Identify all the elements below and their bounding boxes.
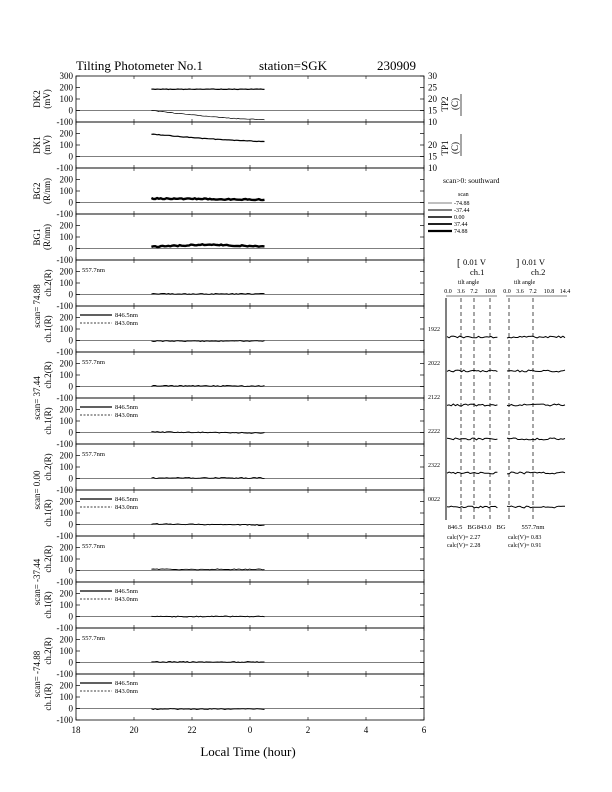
tilt-tick-ch2: 14.4 — [559, 289, 571, 295]
y-tick-label: 0 — [68, 611, 73, 622]
data-series-3 — [151, 198, 264, 200]
panel-ylabel: (R/nm) — [42, 224, 52, 250]
y-tick-label: 100 — [59, 600, 73, 610]
row-time-label: 2022 — [428, 361, 440, 367]
calc-label: calc(V)= 2.27 — [447, 535, 481, 541]
tilt-label: tilt angle — [514, 280, 536, 286]
right-tick-label: 20 — [428, 140, 437, 150]
legend-label: 843.0nm — [115, 688, 138, 695]
right-axis-label: TP2 — [440, 96, 450, 112]
data-series-7 — [151, 386, 264, 387]
y-tick-label: 0 — [68, 151, 73, 162]
panel-13 — [43, 674, 424, 725]
data-series-1 — [151, 110, 264, 119]
y-tick-label: 100 — [59, 554, 73, 564]
panel-frame — [76, 76, 424, 122]
y-tick-label: 0 — [68, 427, 73, 438]
y-tick-label: 0 — [68, 473, 73, 484]
x-axis — [72, 725, 427, 735]
scan-legend-label: 37.44 — [454, 222, 468, 228]
scan-legend-label: 74.88 — [454, 229, 468, 235]
panel-4 — [43, 260, 424, 311]
scan-label: scan= -74.88 — [32, 650, 42, 698]
y-tick-label: 0 — [68, 519, 73, 530]
tilt-tick-ch2: 0.0 — [503, 289, 511, 295]
y-tick-label: -100 — [56, 301, 73, 311]
scale-left-label: 0.01 V — [463, 257, 486, 267]
date-label: 230909 — [377, 58, 416, 73]
panel-ylabel: (mV) — [42, 89, 52, 109]
inset-bottom-label: 843.0 — [476, 524, 492, 531]
inset-bottom-label: BG — [496, 524, 506, 531]
panel-ylabel: ch.1(R) — [43, 683, 53, 711]
scale-bracket: [ — [457, 258, 461, 269]
y-tick-label: 0 — [68, 657, 73, 668]
y-tick-label: 200 — [59, 266, 73, 277]
right-axis-label: (C) — [450, 98, 460, 110]
y-tick-label: 100 — [59, 186, 73, 196]
x-tick-label: 0 — [247, 725, 253, 735]
station-label: station=SGK — [259, 58, 328, 73]
y-tick-label: 0 — [68, 565, 73, 576]
data-series-9 — [151, 478, 264, 479]
inset-trace-ch1 — [447, 472, 497, 474]
y-tick-label: -100 — [56, 209, 73, 219]
panel-ylabel: ch.2(R) — [43, 637, 53, 665]
y-tick-label: -100 — [56, 347, 73, 357]
right-tick-label: 15 — [428, 151, 437, 162]
panel-ylabel: ch.2(R) — [43, 453, 53, 481]
y-tick-label: 200 — [59, 680, 73, 691]
right-tick-label: 10 — [428, 117, 437, 127]
data-series-0 — [151, 89, 264, 90]
inset-bottom-label: BG — [467, 524, 477, 531]
tilt-tick-ch1: 0.0 — [444, 289, 452, 295]
y-tick-label: 100 — [59, 140, 73, 150]
x-tick-label: 22 — [187, 725, 197, 735]
row-time-label: 0022 — [428, 497, 440, 503]
y-tick-label: 100 — [59, 692, 73, 702]
y-tick-label: 100 — [59, 94, 73, 104]
y-tick-label: -100 — [56, 715, 73, 725]
tilt-tick-ch2: 3.6 — [516, 289, 524, 295]
right-tick-label: 15 — [428, 105, 437, 116]
data-series-2 — [151, 134, 264, 141]
tilt-inset — [428, 257, 570, 549]
x-tick-label: 2 — [305, 725, 311, 735]
panel-ylabel: DK1 — [32, 136, 42, 154]
panel-frame — [76, 536, 424, 582]
y-tick-label: 200 — [59, 588, 73, 599]
wavelength-label: 557.7nm — [82, 359, 105, 366]
scale-bracket: ] — [516, 258, 520, 269]
y-tick-label: 200 — [59, 82, 73, 93]
inset-trace-ch1 — [447, 506, 497, 508]
y-tick-label: 0 — [68, 197, 73, 208]
data-series-12 — [151, 616, 264, 617]
y-tick-label: 0 — [68, 289, 73, 300]
panel-ylabel: ch.2(R) — [43, 545, 53, 573]
scan-legend-label: 0.00 — [454, 215, 465, 221]
scale-right-label: 0.01 V — [522, 257, 545, 267]
scan-label: scan= 0.00 — [32, 470, 42, 510]
y-tick-label: 200 — [59, 450, 73, 461]
y-tick-label: 300 — [59, 71, 73, 81]
y-tick-label: -100 — [56, 163, 73, 173]
panel-7 — [43, 398, 424, 449]
legend-label: 843.0nm — [115, 504, 138, 511]
row-time-label: 2122 — [428, 395, 440, 401]
panel-3 — [32, 214, 424, 265]
panel-11 — [43, 582, 424, 633]
y-tick-label: 0 — [68, 243, 73, 254]
scan-label: scan= -37.44 — [32, 558, 42, 606]
y-tick-label: -100 — [56, 255, 73, 265]
panel-1 — [32, 122, 424, 173]
panel-frame — [76, 168, 424, 214]
y-tick-label: 100 — [59, 646, 73, 656]
legend-label: 846.5nm — [115, 404, 138, 411]
legend-label: 846.5nm — [115, 588, 138, 595]
y-tick-label: 100 — [59, 232, 73, 242]
scan-legend-label: -74.88 — [454, 201, 470, 207]
wavelength-label: 557.7nm — [82, 451, 105, 458]
y-tick-label: 0 — [68, 335, 73, 346]
panel-ylabel: ch.2(R) — [43, 269, 53, 297]
y-tick-label: 200 — [59, 174, 73, 185]
x-tick-label: 6 — [421, 725, 427, 735]
y-tick-label: 200 — [59, 542, 73, 553]
y-tick-label: -100 — [56, 393, 73, 403]
panel-frame — [76, 122, 424, 168]
legend-label: 846.5nm — [115, 496, 138, 503]
y-tick-label: 200 — [59, 220, 73, 231]
row-time-label: 2322 — [428, 463, 440, 469]
panel-ylabel: BG2 — [32, 182, 42, 200]
panel-2 — [32, 168, 424, 219]
panel-ylabel: ch.2(R) — [43, 361, 53, 389]
y-tick-label: -100 — [56, 117, 73, 127]
tilt-tick-ch1: 7.2 — [470, 289, 478, 295]
tilt-tick-ch2: 10.8 — [543, 289, 555, 295]
inset-trace-ch2 — [507, 370, 565, 372]
y-tick-label: -100 — [56, 669, 73, 679]
x-axis-label: Local Time (hour) — [200, 744, 296, 759]
inset-trace-ch2 — [507, 336, 565, 338]
panel-frame — [76, 352, 424, 398]
calc-label: calc(V)= 2.28 — [447, 543, 481, 549]
wavelength-label: 557.7nm — [82, 267, 105, 274]
tilt-label: tilt angle — [458, 280, 480, 286]
y-tick-label: 200 — [59, 128, 73, 139]
panel-frame — [76, 260, 424, 306]
tilt-tick-ch1: 10.8 — [484, 289, 496, 295]
data-series-6 — [151, 341, 264, 342]
inset-trace-ch2 — [507, 438, 565, 440]
scan-legend-title: scan>0: southward — [443, 176, 500, 185]
panel-10 — [43, 536, 424, 587]
panel-frame — [76, 214, 424, 260]
inset-trace-ch1 — [447, 336, 497, 338]
scan-label: scan= 37.44 — [32, 376, 42, 420]
y-tick-label: 100 — [59, 370, 73, 380]
right-tick-label: 30 — [428, 71, 437, 81]
legend-label: 843.0nm — [115, 412, 138, 419]
panel-ylabel: ch.1(R) — [43, 315, 53, 343]
chart-title: Tilting Photometer No.1 — [76, 58, 204, 73]
right-tick-label: 20 — [428, 94, 437, 104]
legend-label: 846.5nm — [115, 312, 138, 319]
wavelength-label: 557.7nm — [82, 543, 105, 550]
right-axis-label: (C) — [450, 142, 460, 154]
legend-label: 843.0nm — [115, 320, 138, 327]
panel-frame — [76, 444, 424, 490]
tilt-tick-ch1: 3.6 — [457, 289, 465, 295]
panel-ylabel: DK2 — [32, 90, 42, 108]
calc-label: calc(V)= 0.83 — [508, 535, 542, 541]
panel-ylabel: ch.1(R) — [43, 591, 53, 619]
y-tick-label: 200 — [59, 358, 73, 369]
right-axis-temperature — [428, 71, 461, 173]
y-tick-label: 200 — [59, 634, 73, 645]
tilt-tick-ch2: 7.2 — [529, 289, 537, 295]
y-tick-label: -100 — [56, 531, 73, 541]
right-tick-label: 10 — [428, 163, 437, 173]
x-tick-label: 20 — [129, 725, 139, 735]
y-tick-label: 200 — [59, 404, 73, 415]
panel-6 — [43, 352, 424, 403]
panel-stack — [32, 71, 424, 725]
y-tick-label: 100 — [59, 324, 73, 334]
panel-0 — [32, 71, 424, 127]
inset-bottom-label-ch2: 557.7nm — [521, 524, 545, 531]
panel-9 — [43, 490, 424, 541]
row-time-label: 1922 — [428, 327, 440, 333]
panel-ylabel: BG1 — [32, 228, 42, 246]
y-tick-label: 100 — [59, 462, 73, 472]
ch1-title: ch.1 — [470, 267, 485, 277]
y-tick-label: 200 — [59, 496, 73, 507]
row-time-label: 2222 — [428, 429, 440, 435]
panel-5 — [43, 306, 424, 357]
x-tick-label: 4 — [363, 725, 369, 735]
x-tick-label: 18 — [71, 725, 81, 735]
y-tick-label: 0 — [68, 703, 73, 714]
calc-label: calc(V)= 0.91 — [508, 543, 542, 549]
panel-ylabel: (mV) — [42, 135, 52, 155]
scan-legend — [428, 176, 500, 235]
scan-label: scan= 74.88 — [32, 284, 42, 328]
right-tick-label: 25 — [428, 82, 437, 93]
inset-trace-ch2 — [507, 472, 565, 474]
panel-ylabel: (R/nm) — [42, 178, 52, 204]
right-axis-label: TP1 — [440, 140, 450, 156]
y-tick-label: -100 — [56, 623, 73, 633]
panel-frame — [76, 628, 424, 674]
inset-bottom-label: 846.5 — [447, 524, 463, 531]
data-series-4 — [151, 244, 264, 247]
y-tick-label: -100 — [56, 439, 73, 449]
scan-legend-label: -37.44 — [454, 208, 470, 214]
y-tick-label: 100 — [59, 508, 73, 518]
panel-8 — [43, 444, 424, 495]
ch2-title: ch.2 — [531, 267, 546, 277]
y-tick-label: 0 — [68, 381, 73, 392]
y-tick-label: 100 — [59, 278, 73, 288]
inset-trace-ch2 — [507, 404, 565, 406]
y-tick-label: -100 — [56, 485, 73, 495]
legend-label: 843.0nm — [115, 596, 138, 603]
wavelength-label: 557.7nm — [82, 635, 105, 642]
y-tick-label: 100 — [59, 416, 73, 426]
y-tick-label: 200 — [59, 312, 73, 323]
scan-legend-header: scan — [458, 192, 469, 198]
data-series-5 — [151, 294, 264, 295]
inset-trace-ch2 — [507, 506, 565, 508]
panel-ylabel: ch.1(R) — [43, 407, 53, 435]
legend-label: 846.5nm — [115, 680, 138, 687]
panel-12 — [43, 628, 424, 679]
data-series-11 — [151, 569, 264, 570]
y-tick-label: 0 — [68, 105, 73, 116]
y-tick-label: -100 — [56, 577, 73, 587]
panel-ylabel: ch.1(R) — [43, 499, 53, 527]
